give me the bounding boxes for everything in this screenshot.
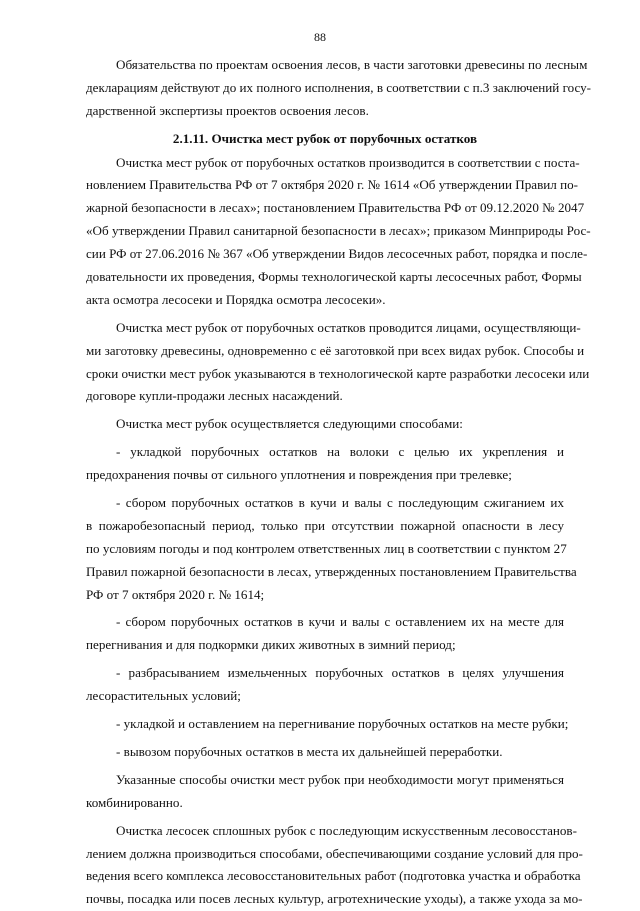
text-line: дарственной экспертизы проектов освоения лесов. [86,102,369,118]
text-line: Очистка мест рубок от порубочных остатков проводится лицами, осуществляющи- [116,319,581,335]
text-line: сроки очистки мест рубок указываются в технологической карте разработки лесосеки или [86,365,590,381]
text-line: новлением Правительства РФ от 7 октября 2020 г. № 1614 «Об утверждении Правил по- [86,177,578,193]
text-line: довательности их проведения, Формы технологической карты лесосечных работ, Формы [86,269,582,285]
text-line: комбинированно. [86,794,183,810]
text-line: Указанные способы очистки мест рубок при необходимости могут применяться [116,771,564,787]
page-number: 88 [314,30,326,44]
text-line: РФ от 7 октября 2020 г. № 1614; [86,586,265,602]
text-line: ми заготовку древесины, одновременно с её заготовкой при всех видах рубок. Способы и [86,342,585,358]
paragraph-responsibility [86,317,590,409]
paragraph-combined [86,769,564,815]
text-line: - сбором порубочных остатков в кучи и валы с оставлением их на месте для [116,614,564,630]
text-line: лесорастительных условий; [86,688,241,704]
text-line: лением должна производиться способами, обеспечивающими создание условий для про- [86,845,583,861]
text-line: - укладкой и оставлением на перегнивание порубочных остатков на месте рубки; [116,716,569,732]
text-line: - разбрасыванием измельченных порубочных остатков в целях улучшения [116,665,564,681]
list-item [86,713,569,736]
paragraph-clearcut [86,820,583,911]
text-line: Очистка мест рубок осуществляется следующими способами: [116,416,463,432]
text-line: - вывозом порубочных остатков в места их дальнейшей переработки. [116,743,503,759]
list-item [86,611,564,657]
text-line: договоре купли-продажи лесных насаждений. [86,388,343,404]
paragraph-methods-intro [86,413,564,436]
paragraph-legal-basis [86,152,591,312]
section-heading: 2.1.11. Очистка мест рубок от порубочных остатков [172,130,478,146]
text-line: - сбором порубочных остатков в кучи и валы с последующим сжиганием их [116,495,564,511]
list-item [86,441,564,487]
text-line: Очистка мест рубок от порубочных остатков производится в соответствии с поста- [116,154,580,170]
list-item [86,741,564,764]
text-line: почвы, посадка или посев лесных культур, агротехнические уходы), а также ухода за мо- [86,891,583,907]
list-item [86,492,577,606]
text-line: по условиям погоды и под контролем ответственных лиц в соответствии с пунктом 27 [86,540,567,556]
text-line: в пожаробезопасный период, только при отсутствии пожарной опасности в лесу [86,517,564,533]
body-text [86,54,592,911]
text-line: предохранения почвы от сильного уплотнения и повреждения при трелевке; [86,467,512,483]
text-line: ведения всего комплекса лесовосстановительных работ (подготовка участка и обработка [86,868,581,884]
text-line: перегнивания и для подкормки диких животных в зимний период; [86,637,456,653]
text-line: акта осмотра лесосеки и Порядка осмотра лесосеки». [86,291,386,307]
text-line: Обязательства по проектам освоения лесов, в части заготовки древесины по лесным [116,57,588,72]
text-line: Очистка лесосек сплошных рубок с последующим искусственным лесовосстанов- [116,822,577,838]
text-line: - укладкой порубочных остатков на волоки с целью их укрепления и [116,444,564,460]
text-line: «Об утверждении Правил санитарной безопасности в лесах»; приказом Минприроды Рос- [86,223,591,239]
text-line: жарной безопасности в лесах»; постановлением Правительства РФ от 09.12.2020 № 2047 [86,200,585,216]
list-item [86,662,564,708]
text-line: Правил пожарной безопасности в лесах, утвержденных постановлением Правительства [86,563,577,579]
text-line: декларациям действуют до их полного исполнения, в соответствии с п.3 заключений госу- [86,79,592,95]
text-line: сии РФ от 27.06.2016 № 367 «Об утверждении Видов лесосечных работ, порядка и после- [86,246,588,262]
paragraph-obligations [86,54,592,123]
